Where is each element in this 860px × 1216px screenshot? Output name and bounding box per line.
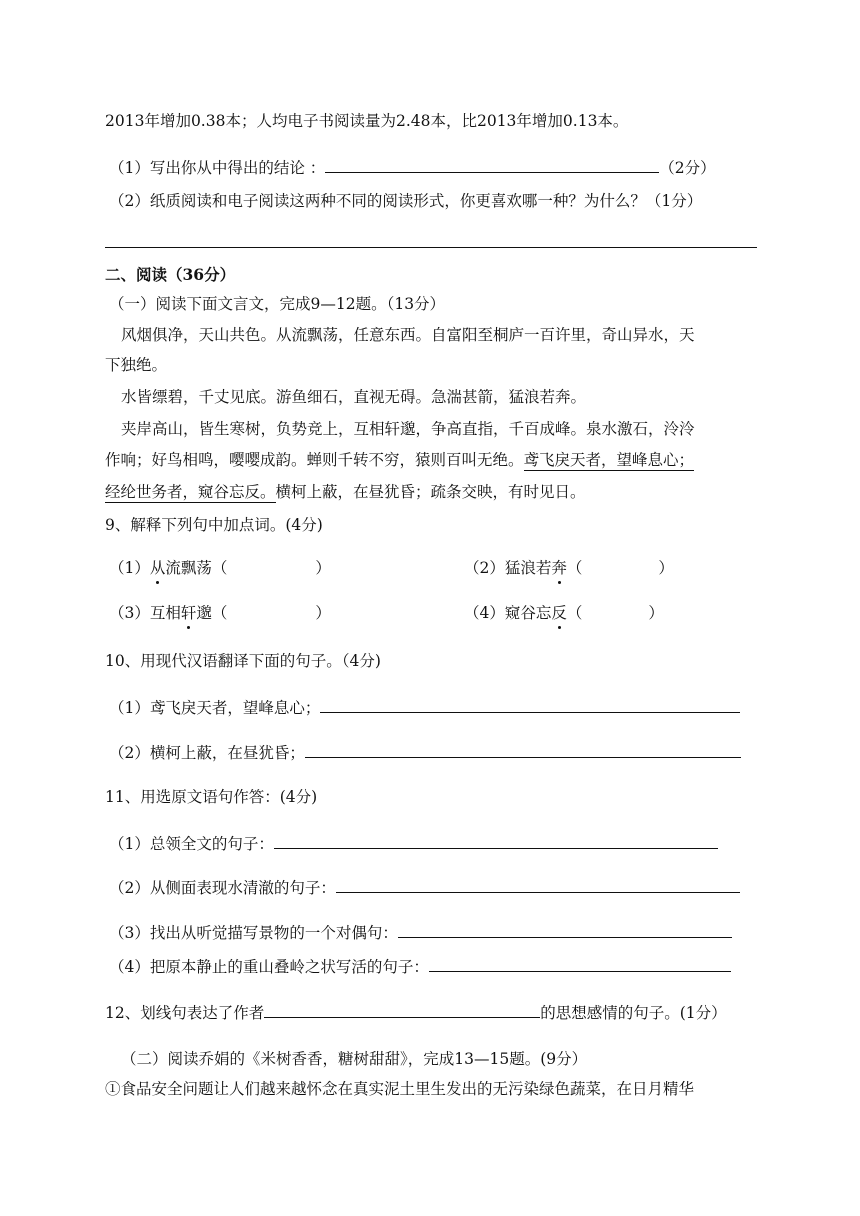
- q9-item-2: [464, 557, 674, 579]
- q8-sub1: [109, 156, 716, 179]
- q9-item-1: [109, 557, 331, 579]
- q11-sub1-answer-blank[interactable]: [274, 832, 718, 849]
- q9-item-3-num: （3）互相: [109, 604, 181, 622]
- q8-sub2: （2）纸质阅读和电子阅读这两种不同的阅读形式，你更喜欢哪一种？为什么？（1分）: [109, 192, 703, 210]
- q9-item-1-text: 流飘荡（: [165, 559, 228, 577]
- q9-item-4-num: （4）窥谷忘: [464, 604, 552, 622]
- part2-intro: （二）阅读乔娟的《米树香香，糖树甜甜》，完成13—15题。(9分）: [121, 1050, 588, 1068]
- q9-item-2-text: （: [566, 559, 583, 577]
- q9-item-4-close: ）: [648, 604, 664, 622]
- q9-item-4-dotted-word: 反: [551, 604, 567, 622]
- q10-sub2-prompt: （2）横柯上蔽，在昼犹昏；: [109, 744, 305, 762]
- q12: [105, 1001, 727, 1024]
- q9-item-2-num: （2）猛浪若: [464, 559, 552, 577]
- q11-sub4: [109, 955, 731, 978]
- q10-sub2: [109, 741, 741, 764]
- section-title-reading: 二、阅读（36分）: [105, 265, 236, 284]
- passage-p3-line1: 夹岸高山，皆生寒树，负势竞上，互相轩邈，争高直指，千百成峰。泉水激石，泠泠: [121, 420, 695, 438]
- q11-sub3-answer-blank[interactable]: [398, 921, 732, 938]
- q11-sub2-answer-blank[interactable]: [336, 876, 740, 893]
- passage-p3-line2-plain: 作响；好鸟相鸣，嘤嘤成韵。蝉则千转不穷，猿则百叫无绝。: [105, 451, 524, 469]
- underlined-sentence-1: 鸢飞戾天者，望峰息心；: [523, 451, 695, 469]
- passage-p1-line2: 下独绝。: [105, 356, 168, 374]
- q10-sub1: [109, 696, 740, 719]
- underlined-sentence-2: 经纶世务者，窥谷忘反。: [105, 483, 276, 501]
- passage-p2: 水皆缥碧，千丈见底。游鱼细石，直视无碍。急湍甚箭，猛浪若奔。: [121, 388, 587, 406]
- q11-stem: 11、用选原文语句作答：(4分): [105, 788, 318, 806]
- q11-sub4-answer-blank[interactable]: [429, 955, 731, 972]
- q12-answer-blank[interactable]: [264, 1001, 540, 1018]
- q10-sub1-prompt: （1）鸢飞戾天者，望峰息心；: [109, 699, 321, 717]
- q11-sub3: [109, 921, 732, 944]
- q11-sub2: [109, 876, 740, 899]
- q11-sub4-prompt: （4）把原本静止的重山叠岭之状写活的句子：: [109, 958, 429, 976]
- q9-item-3-dotted-word: 轩: [180, 604, 197, 622]
- passage-p3-line3: [105, 481, 586, 503]
- q9-stem: 9、解释下列句中加点词。(4分): [105, 516, 323, 534]
- q10-sub1-answer-blank[interactable]: [320, 696, 740, 713]
- q10-stem: 10、用现代汉语翻译下面的句子。（4分): [105, 652, 381, 670]
- q11-sub1-prompt: （1）总领全文的句子：: [109, 835, 274, 853]
- q11-sub1: [109, 832, 718, 855]
- q8-sub1-answer-blank[interactable]: [325, 156, 659, 173]
- part1-intro: （一）阅读下面文言文，完成9—12题。（13分）: [109, 295, 446, 313]
- part2-p1: ①食品安全问题让人们越来越怀念在真实泥土里生发出的无污染绿色蔬菜，在日月精华: [105, 1080, 695, 1098]
- q12-prompt: 12、划线句表达了作者: [105, 1004, 265, 1022]
- q11-sub3-prompt: （3）找出从听觉描写景物的一个对偶句：: [109, 924, 398, 942]
- q9-item-1-num: （1）: [109, 559, 150, 577]
- q9-item-1-dotted-word: 从: [149, 559, 166, 577]
- q9-item-4-text: （: [566, 604, 583, 622]
- passage-p3-line3-plain: 横柯上蔽，在昼犹昏；疏条交映，有时见日。: [275, 483, 586, 501]
- q8-sub2-answer-line[interactable]: [105, 247, 757, 248]
- q9-item-2-close: ）: [658, 559, 674, 577]
- q12-suffix: 的思想感情的句子。(1分）: [540, 1004, 727, 1022]
- q9-item-3-close: ）: [315, 604, 331, 622]
- q9-item-4: [464, 602, 664, 624]
- q8-sub1-prompt: （1）写出你从中得出的结论 ：: [109, 159, 326, 177]
- q11-sub2-prompt: （2）从侧面表现水清澈的句子：: [109, 879, 336, 897]
- q9-item-1-close: ）: [315, 559, 331, 577]
- passage-p1-line1: 风烟俱净，天山共色。从流飘荡，任意东西。自富阳至桐庐一百许里，奇山异水，天: [121, 326, 695, 344]
- q9-item-2-dotted-word: 奔: [551, 559, 567, 577]
- q10-sub2-answer-blank[interactable]: [305, 741, 741, 758]
- q9-item-3: [109, 602, 331, 624]
- data-statement-line: 2013年增加0.38本；人均电子书阅读量为2.48本，比2013年增加0.13本。: [105, 112, 629, 130]
- passage-p3-line2: [105, 449, 694, 471]
- q8-sub1-score: （2分）: [659, 159, 716, 177]
- q9-item-3-text: 邈（: [196, 604, 228, 622]
